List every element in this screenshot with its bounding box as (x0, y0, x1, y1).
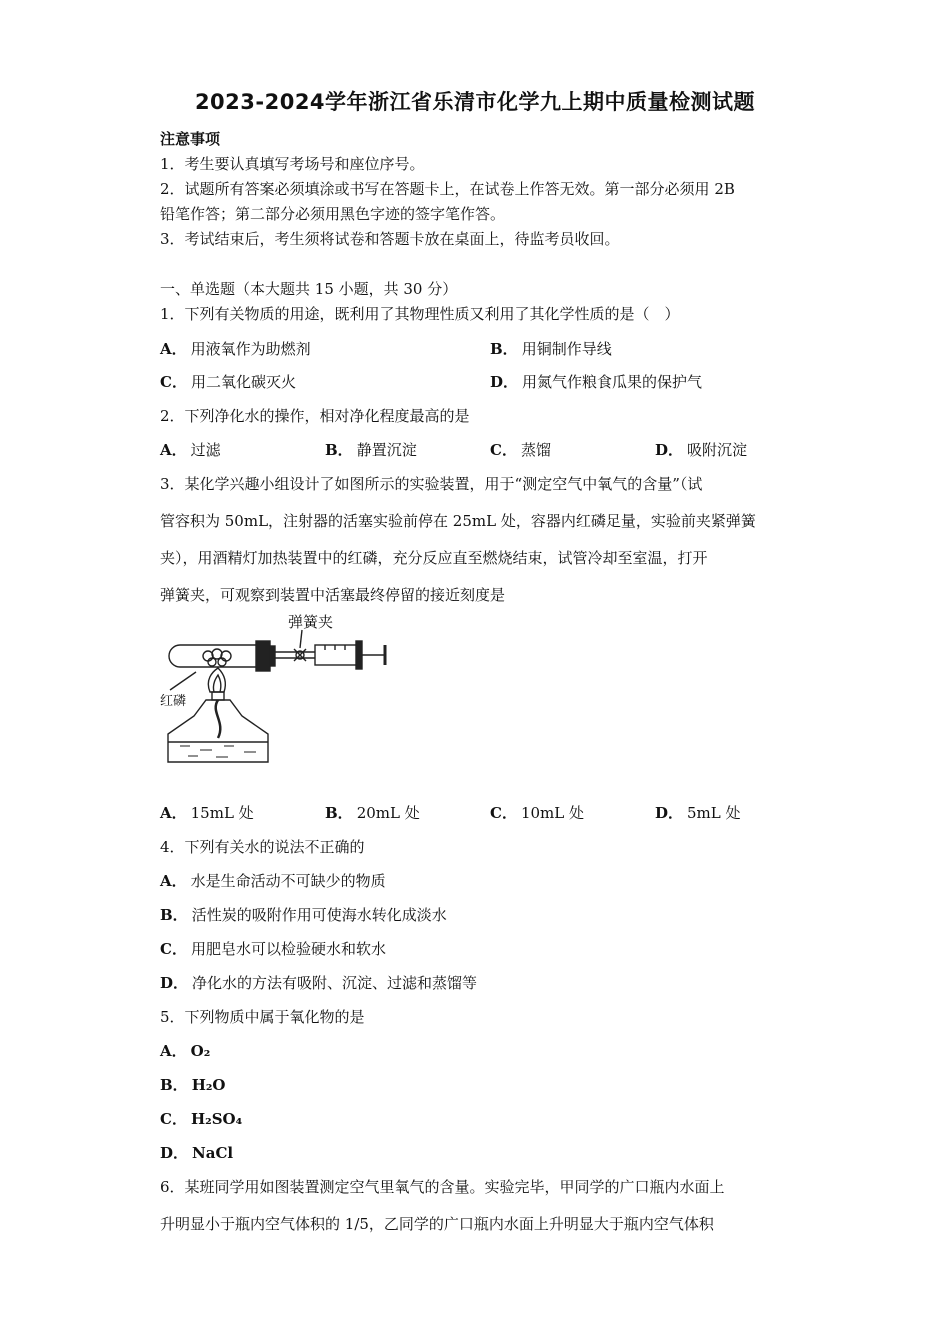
q5-option-d: D． NaCl (160, 1144, 234, 1162)
q5-option-b: B． H₂O (160, 1076, 226, 1094)
question-6-stem: 6．某班同学用如图装置测定空气里氧气的含量。实验完毕，甲同学的广口瓶内水面上 (160, 1178, 725, 1196)
q4-option-d: D． 净化水的方法有吸附、沉淀、过滤和蒸馏等 (160, 974, 478, 992)
label-red-phosphorus: 红磷 (160, 694, 187, 709)
q3-option-d: D． 5mL 处 (655, 804, 741, 822)
notice-heading: 注意事项 (160, 130, 221, 148)
q4-option-b: B． 活性炭的吸附作用可使海水转化成淡水 (160, 906, 447, 924)
q3-option-b: B． 20mL 处 (325, 804, 420, 822)
q1-option-c: C． 用二氧化碳灭火 (160, 373, 296, 391)
notice-item: 铅笔作答；第二部分必须用黑色字迹的签字笔作答。 (160, 205, 506, 223)
section-heading: 一、单选题（本大题共 15 小题，共 30 分） (160, 280, 458, 298)
notice-item: 1．考生要认真填写考场号和座位序号。 (160, 155, 425, 173)
q3-option-a: A． 15mL 处 (160, 804, 254, 822)
syringe-barrel (315, 645, 360, 665)
flame (208, 668, 225, 692)
q2-option-b: B． 静置沉淀 (325, 441, 417, 459)
question-1-stem: 1．下列有关物质的用途，既利用了其物理性质又利用了其化学性质的是（ ） (160, 305, 680, 323)
question-4-stem: 4．下列有关水的说法不正确的 (160, 838, 365, 856)
notice-item: 3．考试结束后，考生须将试卷和答题卡放在桌面上，待监考员收回。 (160, 230, 620, 248)
q1-option-b: B． 用铜制作导线 (490, 340, 612, 358)
q3-option-c: C． 10mL 处 (490, 804, 584, 822)
alcohol-lamp (168, 700, 268, 762)
rubber-stopper (256, 641, 270, 671)
question-3-stem: 弹簧夹，可观察到装置中活塞最终停留的接近刻度是 (160, 586, 506, 604)
question-5-stem: 5．下列物质中属于氧化物的是 (160, 1008, 365, 1026)
q1-option-d: D． 用氮气作粮食瓜果的保护气 (490, 373, 703, 391)
q2-option-d: D． 吸附沉淀 (655, 441, 748, 459)
q1-option-a: A． 用液氧作为助燃剂 (160, 340, 311, 358)
q5-option-c: C． H₂SO₄ (160, 1110, 243, 1128)
question-3-stem: 3．某化学兴趣小组设计了如图所示的实验装置，用于“测定空气中氧气的含量”（试 (160, 475, 703, 493)
label-spring-clip: 弹簧夹 (288, 613, 334, 631)
q3-apparatus-figure (160, 612, 405, 772)
q2-option-a: A． 过滤 (160, 441, 221, 459)
q4-option-c: C． 用肥皂水可以检验硬水和软水 (160, 940, 386, 958)
question-6-stem: 升明显小于瓶内空气体积的 1/5，乙同学的广口瓶内水面上升明显大于瓶内空气体积 (160, 1215, 714, 1233)
notice-item: 2．试题所有答案必须填涂或书写在答题卡上，在试卷上作答无效。第一部分必须用 2B (160, 180, 735, 198)
question-2-stem: 2．下列净化水的操作，相对净化程度最高的是 (160, 407, 470, 425)
q4-option-a: A． 水是生命活动不可缺少的物质 (160, 872, 386, 890)
page-title: 2023-2024学年浙江省乐清市化学九上期中质量检测试题 (194, 90, 756, 114)
q5-option-a: A． O₂ (160, 1042, 211, 1060)
question-3-stem: 管容积为 50mL，注射器的活塞实验前停在 25mL 处，容器内红磷足量，实验前夹紧弹簧 (160, 512, 756, 530)
question-3-stem: 夹），用酒精灯加热装置中的红磷，充分反应直至燃烧结束，试管冷却至室温，打开 (160, 549, 708, 567)
q2-option-c: C． 蒸馏 (490, 441, 551, 459)
